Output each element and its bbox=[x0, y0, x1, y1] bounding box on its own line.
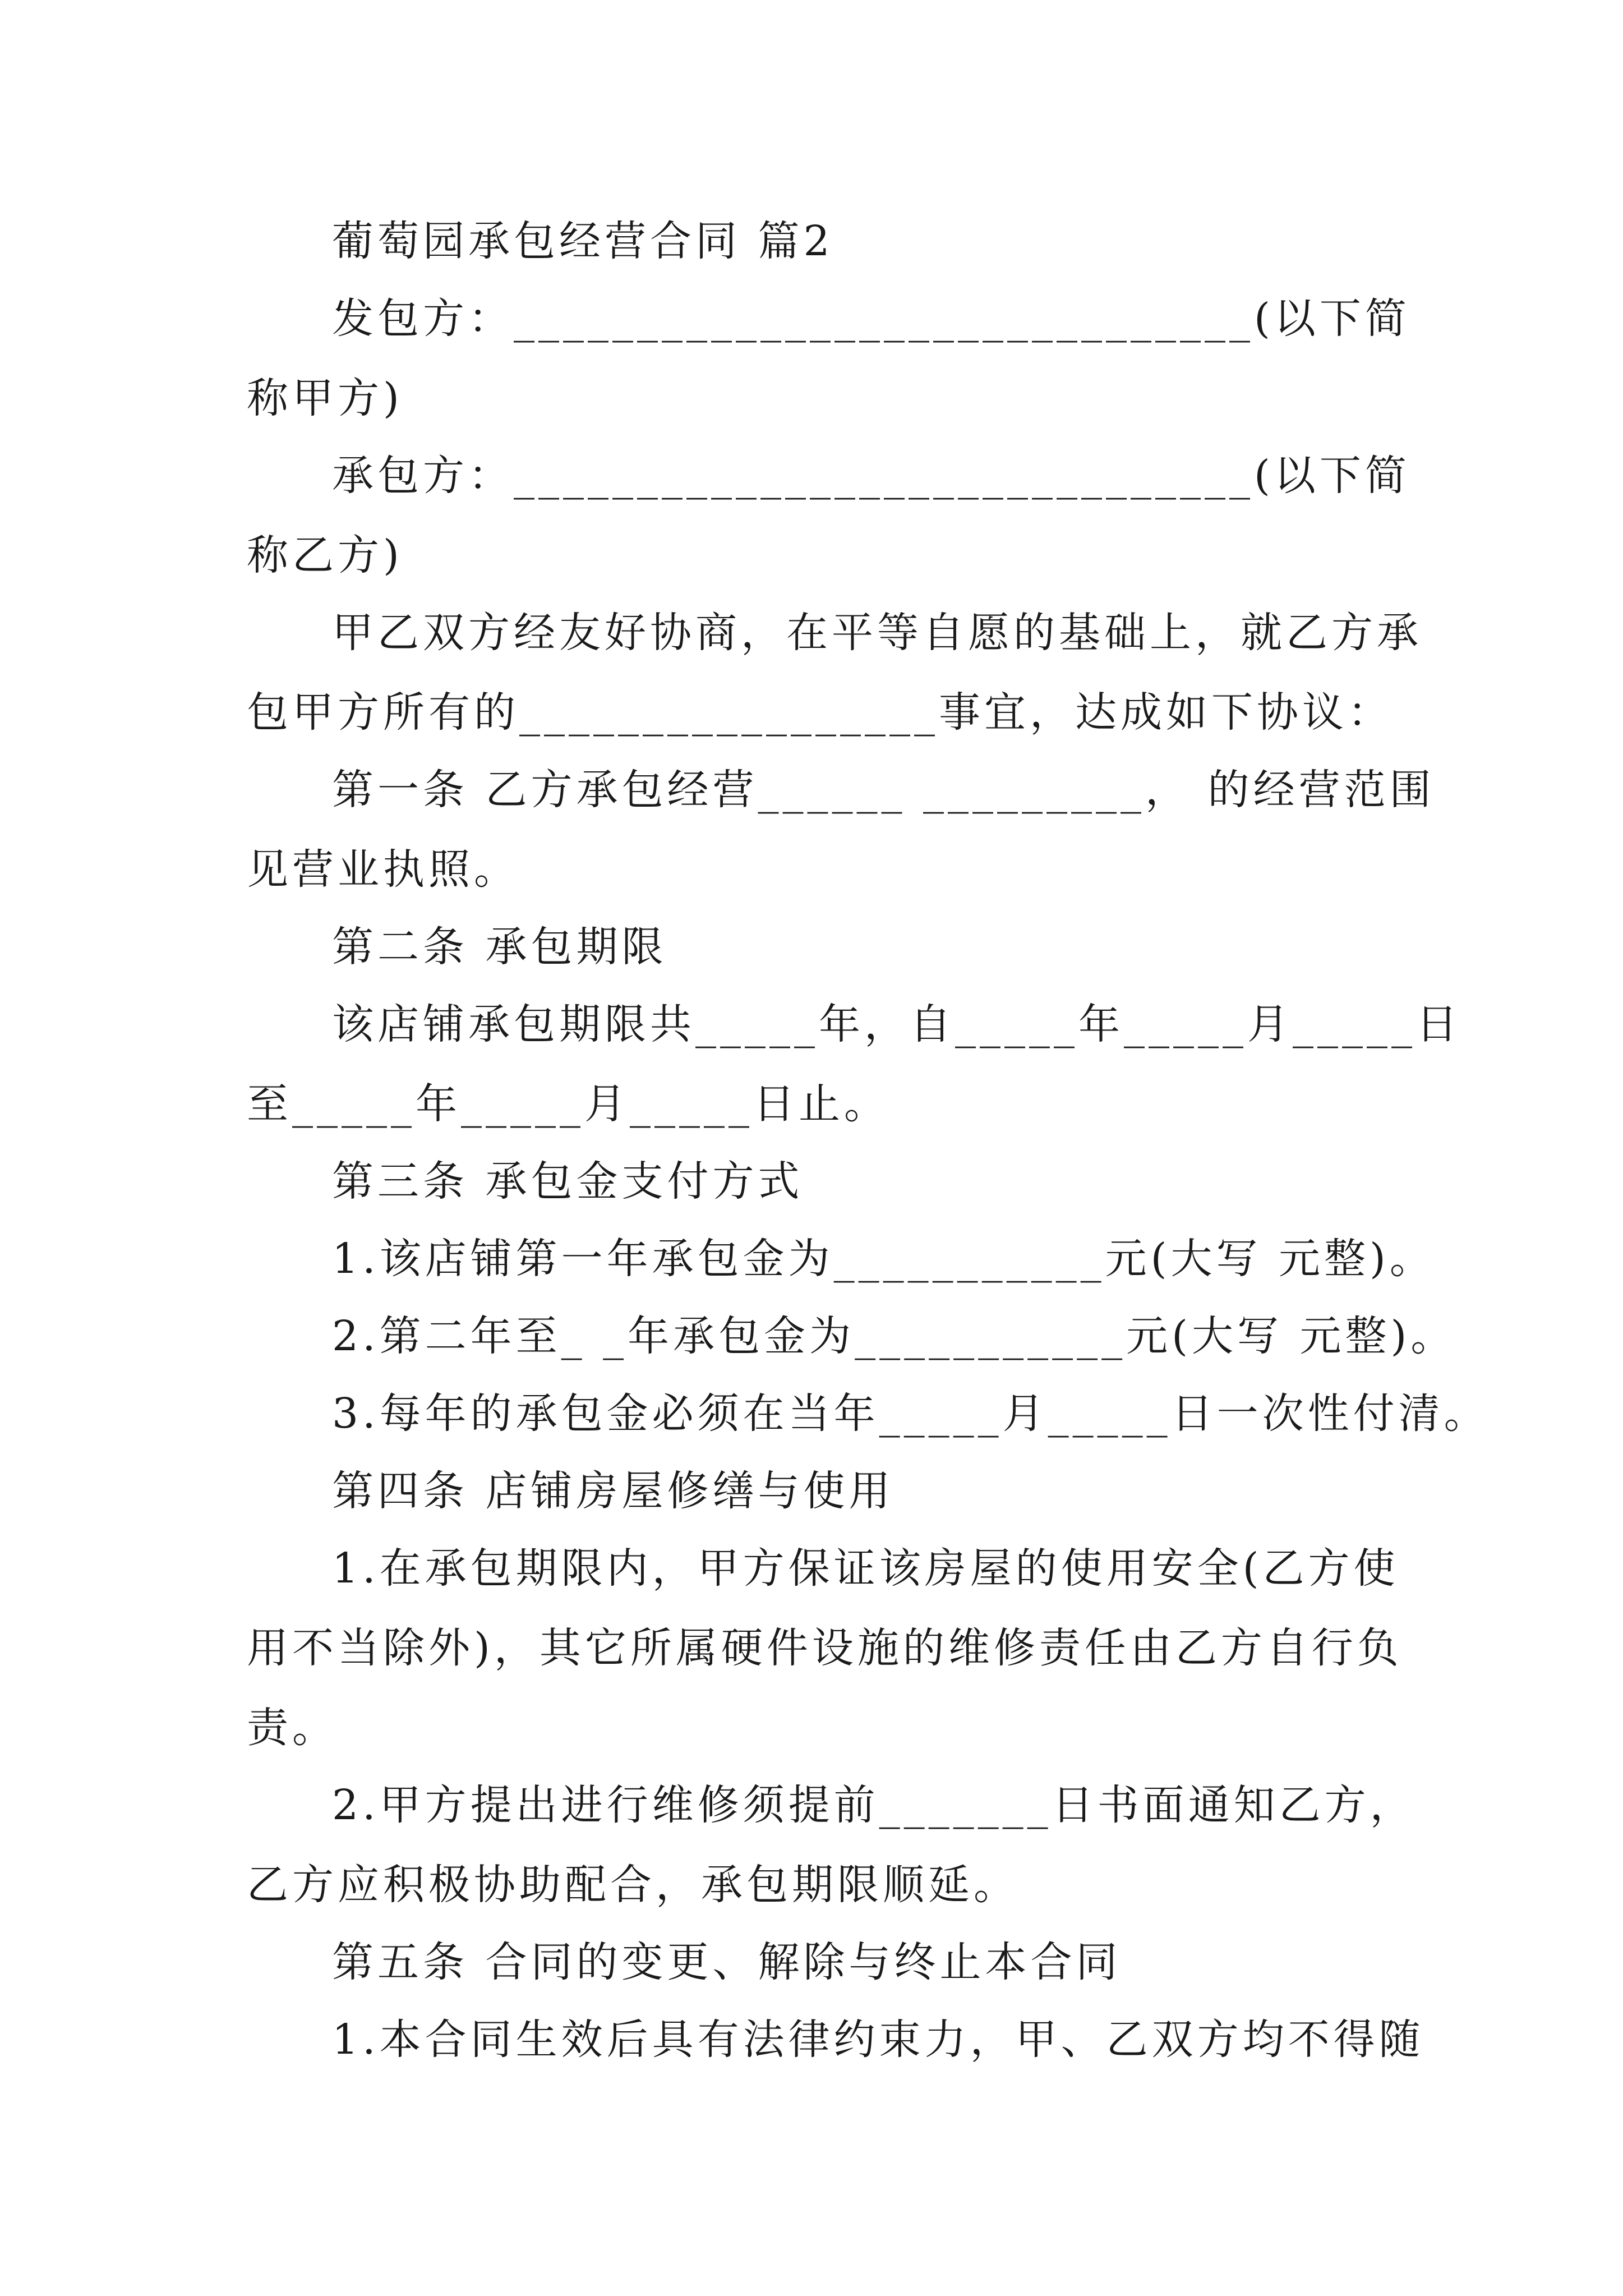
text-line: 该店铺承包期限共_____年，自_____年_____月_____日 bbox=[332, 1000, 1461, 1048]
text-line: 2.第二年至_ _年承包金为___________元(大写 元整)。 bbox=[332, 1312, 1456, 1360]
text-line: 1.该店铺第一年承包金为___________元(大写 元整)。 bbox=[332, 1235, 1435, 1283]
text-line: 责。 bbox=[247, 1704, 338, 1752]
text-line: 3.每年的承包金必须在当年_____月_____日一次性付清。 bbox=[332, 1389, 1490, 1438]
section-heading: 第三条 承包金支付方式 bbox=[332, 1157, 804, 1205]
text-line: 至_____年_____月_____日止。 bbox=[247, 1080, 889, 1128]
document-title: 葡萄园承包经营合同 篇2 bbox=[332, 217, 834, 265]
text-line: 承包方：______________________________(以下简 bbox=[332, 452, 1410, 500]
text-line: 第一条 乙方承包经营______ _________， 的经营范围 bbox=[332, 766, 1435, 814]
text-line: 1.在承包期限内，甲方保证该房屋的使用安全(乙方使 bbox=[332, 1544, 1399, 1593]
text-line: 发包方：______________________________(以下简 bbox=[332, 295, 1410, 343]
section-heading: 第二条 承包期限 bbox=[332, 923, 667, 971]
text-line: 包甲方所有的_________________事宜，达成如下协议： bbox=[247, 688, 1393, 737]
section-heading: 第四条 店铺房屋修缮与使用 bbox=[332, 1467, 895, 1515]
section-heading: 第五条 合同的变更、解除与终止本合同 bbox=[332, 1938, 1122, 1986]
text-line: 称甲方) bbox=[247, 374, 403, 422]
text-line: 1.本合同生效后具有法律约束力，甲、乙双方均不得随 bbox=[332, 2016, 1424, 2064]
text-line: 2.甲方提出进行维修须提前_______日书面通知乙方， bbox=[332, 1781, 1415, 1829]
document-page bbox=[247, 213, 1490, 2068]
text-line: 用不当除外)，其它所属硬件设施的维修责任由乙方自行负 bbox=[247, 1624, 1403, 1672]
text-line: 乙方应积极协助配合，承包期限顺延。 bbox=[247, 1861, 1019, 1909]
text-line: 称乙方) bbox=[247, 531, 403, 579]
text-line: 甲乙双方经友好协商，在平等自愿的基础上，就乙方承 bbox=[332, 609, 1422, 657]
text-line: 见营业执照。 bbox=[247, 845, 519, 894]
